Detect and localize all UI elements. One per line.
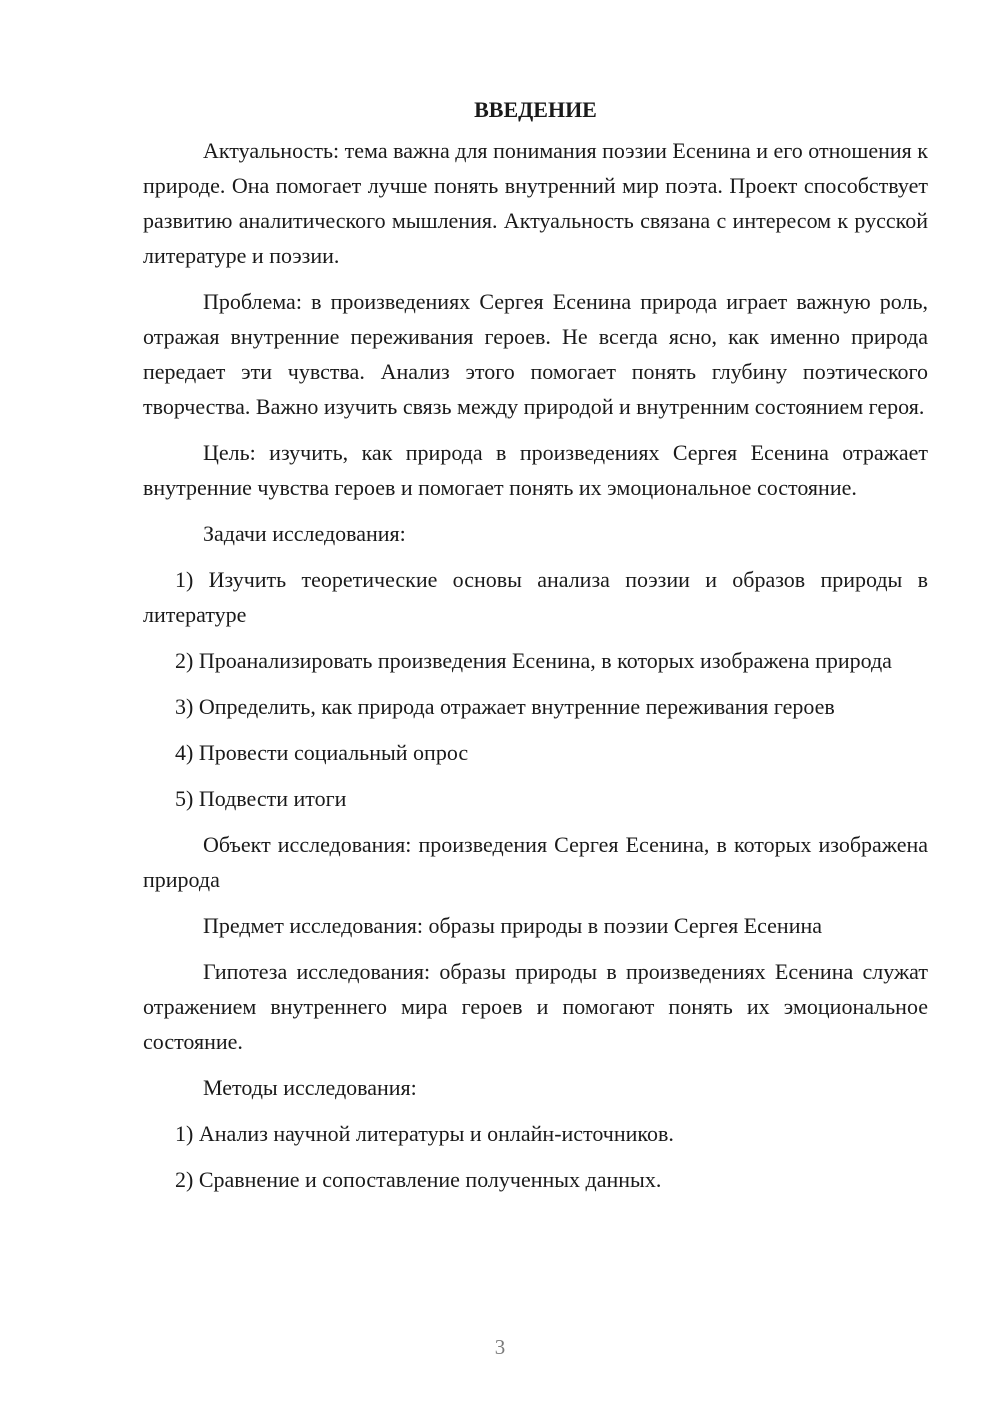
document-page xyxy=(143,92,928,1208)
relevance-paragraph: Актуальность: тема важна для понимания поэзии Есенина и его отношения к природе. Она помогает лучше понять внутренний мир поэта. Проект способствует развитию аналитического мышления. Актуальность связана с интересом к русской литературе и поэзии. xyxy=(143,138,928,268)
subject-paragraph: Предмет исследования: образы природы в поэзии Сергея Есенина xyxy=(203,913,823,938)
task-item-2: 2) Проанализировать произведения Есенина, в которых изображена природа xyxy=(175,648,892,673)
task-item-3: 3) Определить, как природа отражает внутренние переживания героев xyxy=(175,694,835,719)
page-number: 3 xyxy=(494,1335,506,1359)
task-item-4: 4) Провести социальный опрос xyxy=(175,740,469,765)
task-item-5: 5) Подвести итоги xyxy=(175,786,347,811)
page-title: ВВЕДЕНИЕ xyxy=(474,97,597,122)
methods-heading: Методы исследования: xyxy=(203,1075,417,1100)
hypothesis-paragraph: Гипотеза исследования: образы природы в произведениях Есенина служат отражением внутреннего мира героев и помогают понять их эмоциональное состояние. xyxy=(143,959,928,1054)
method-item-1: 1) Анализ научной литературы и онлайн-источников. xyxy=(175,1121,674,1146)
object-paragraph: Объект исследования: произведения Сергея Есенина, в которых изображена природа xyxy=(143,832,928,892)
method-item-2: 2) Сравнение и сопоставление полученных данных. xyxy=(175,1167,662,1192)
task-item-1: 1) Изучить теоретические основы анализа поэзии и образов природы в литературе xyxy=(143,567,928,627)
goal-paragraph: Цель: изучить, как природа в произведениях Сергея Есенина отражает внутренние чувства героев и помогает понять их эмоциональное состояние. xyxy=(143,440,928,500)
tasks-heading: Задачи исследования: xyxy=(203,521,406,546)
problem-paragraph: Проблема: в произведениях Сергея Есенина природа играет важную роль, отражая внутренние переживания героев. Не всегда ясно, как именно природа передает эти чувства. Анализ этого помогает понять глубину поэтического творчества. Важно изучить связь между природой и внутренним состоянием героя. xyxy=(143,289,928,419)
